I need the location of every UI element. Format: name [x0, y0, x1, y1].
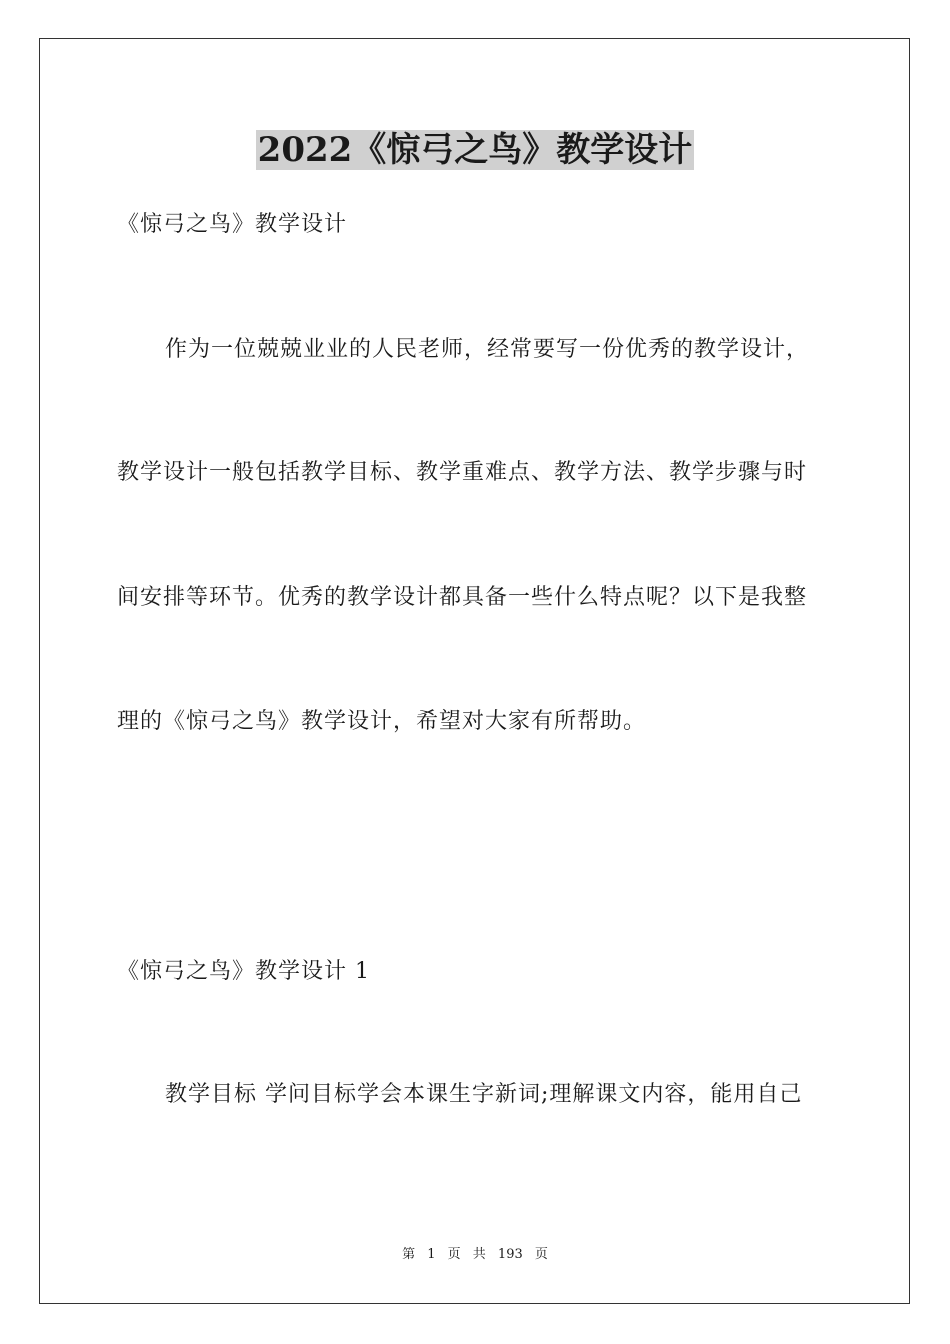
- page-footer: 第 1 页 共 193 页: [402, 1247, 548, 1262]
- document-title: [0, 125, 950, 175]
- section-body-line: 教学目标 学问目标学会本课生字新词;理解课文内容，能用自己: [165, 1082, 803, 1107]
- document-title-text: 2022《惊弓之鸟》教学设计: [257, 130, 693, 170]
- intro-line-1: 作为一位兢兢业业的人民老师，经常要写一份优秀的教学设计，: [165, 337, 810, 362]
- document-subtitle: 《惊弓之鸟》教学设计: [117, 212, 348, 237]
- intro-line-2: 教学设计一般包括教学目标、教学重难点、教学方法、教学步骤与时: [117, 460, 808, 485]
- section-heading: 《惊弓之鸟》教学设计 1: [117, 959, 370, 984]
- intro-line-3: 间安排等环节。优秀的教学设计都具备一些什么特点呢？以下是我整: [117, 585, 808, 610]
- intro-line-4: 理的《惊弓之鸟》教学设计，希望对大家有所帮助。: [117, 709, 647, 734]
